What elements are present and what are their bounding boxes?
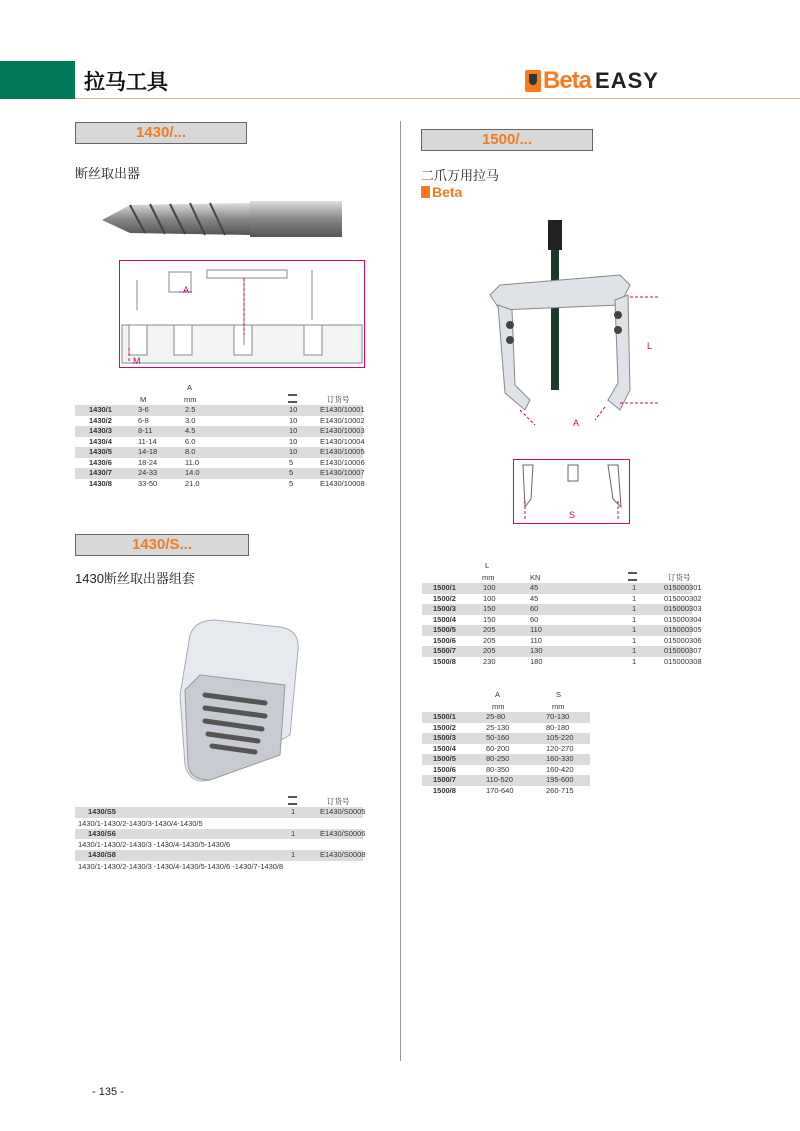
cell-kn: 110 xyxy=(530,635,542,645)
cell-a: 8.0 xyxy=(185,447,196,456)
cell-code: 1500/7 xyxy=(433,775,456,784)
col-order: 订货号 xyxy=(668,573,691,582)
table-row xyxy=(422,744,590,755)
cell-order: E1430/S0008 xyxy=(320,850,366,859)
cell-code: 1500/7 xyxy=(433,646,456,655)
table-row xyxy=(422,635,702,647)
table-row xyxy=(75,479,363,490)
cell-qty: 5 xyxy=(289,478,294,488)
cell-m: 18-24 xyxy=(138,457,158,467)
cell-s: 260-715 xyxy=(546,785,574,795)
cell-s: 120-270 xyxy=(546,743,574,753)
table-1500-specs xyxy=(422,561,702,667)
cell-kn: 60 xyxy=(530,614,539,624)
table-row xyxy=(422,754,590,765)
col-a-unit: mm xyxy=(492,702,505,711)
product-name-1430-set: 1430断丝取出器组套 xyxy=(75,571,195,586)
table-row xyxy=(75,850,366,861)
cell-order: E1430/10006 xyxy=(320,457,365,467)
cell-qty: 1 xyxy=(632,656,637,666)
cell-order: E1430/10007 xyxy=(320,468,365,477)
cell-l: 205 xyxy=(483,625,496,634)
cell-order: E1430/10002 xyxy=(320,415,365,425)
set-contents: 1430/1-1430/2-1430/3-1430/4-1430/5 xyxy=(78,818,203,828)
table-row xyxy=(75,437,363,448)
cell-order: E1430/S0006 xyxy=(320,828,366,838)
cell-a: 25-130 xyxy=(486,722,510,732)
cell-qty: 1 xyxy=(632,646,637,655)
table-row xyxy=(422,625,702,636)
product-code-1500: 1500/... xyxy=(421,129,593,151)
cell-m: 33-50 xyxy=(138,478,158,488)
cell-code: 1500/3 xyxy=(433,733,456,742)
cell-code: 1430/8 xyxy=(89,478,112,488)
cell-qty: 1 xyxy=(291,807,296,816)
extractor-set-case-image xyxy=(170,615,315,790)
cell-order: E1430/10004 xyxy=(320,436,365,446)
table-row xyxy=(75,458,363,469)
cell-s: 70-130 xyxy=(546,712,570,721)
cell-order: 015000308 xyxy=(664,656,702,666)
cell-kn: 60 xyxy=(530,604,539,613)
cell-qty: 5 xyxy=(289,457,294,467)
table-row xyxy=(75,807,366,818)
cell-a: 21.0 xyxy=(185,478,200,488)
cell-code: 1430/2 xyxy=(89,415,112,425)
cell-a: 25-80 xyxy=(486,712,506,721)
cell-code: 1500/2 xyxy=(433,593,456,603)
cell-order: E1430/S0005 xyxy=(320,807,366,816)
product-code-1430-set: 1430/S... xyxy=(75,534,249,556)
cell-code: 1500/1 xyxy=(433,583,456,592)
cell-kn: 110 xyxy=(530,625,542,634)
cell-s: 160-420 xyxy=(546,764,574,774)
cell-kn: 45 xyxy=(530,583,539,592)
cell-m: 11-14 xyxy=(138,436,157,446)
col-m: M xyxy=(140,395,147,404)
table-row xyxy=(422,765,590,776)
cell-qty: 10 xyxy=(289,426,298,435)
cell-code: 1500/4 xyxy=(433,743,456,753)
diagram-label-a: A xyxy=(183,285,190,295)
cell-order: 015000302 xyxy=(664,593,702,603)
table-row xyxy=(422,593,702,605)
cell-a: 80-250 xyxy=(486,754,510,763)
cell-code: 1500/8 xyxy=(433,785,456,795)
section-color-bar xyxy=(0,61,75,99)
cell-a: 14.0 xyxy=(185,468,200,477)
cell-code: 1430/5 xyxy=(89,447,112,456)
cell-order: E1430/10003 xyxy=(320,426,365,435)
table-row xyxy=(422,786,590,797)
col-a-top: A xyxy=(187,383,193,392)
cell-l: 205 xyxy=(483,646,496,655)
table-row xyxy=(422,733,590,744)
screw-extractor-image xyxy=(100,195,350,245)
cell-s: 80-180 xyxy=(546,722,570,732)
cell-a: 80-350 xyxy=(486,764,510,774)
cell-m: 24-33 xyxy=(138,468,158,477)
cell-qty: 1 xyxy=(291,850,296,859)
diagram-label-m: M xyxy=(133,356,141,366)
cell-a: 60-200 xyxy=(486,743,510,753)
cell-order: 015000307 xyxy=(664,646,702,655)
table-row xyxy=(422,614,702,626)
set-contents: 1430/1-1430/2-1430/3 -1430/4-1430/5-1430/6 xyxy=(78,840,231,849)
cell-code: 1430/7 xyxy=(89,468,112,477)
cell-code: 1500/8 xyxy=(433,656,456,666)
cell-a: 4.5 xyxy=(185,426,196,435)
table-row xyxy=(75,426,363,437)
package-icon xyxy=(288,394,297,403)
cell-a: 6.0 xyxy=(185,436,196,446)
cell-code: 1430/S8 xyxy=(88,850,116,859)
cell-qty: 1 xyxy=(632,635,637,645)
col-l-unit: mm xyxy=(482,573,495,582)
cell-qty: 10 xyxy=(289,447,298,456)
cell-a: 170-640 xyxy=(486,785,514,795)
cell-qty: 10 xyxy=(289,415,298,425)
table-row xyxy=(422,712,590,723)
cell-code: 1430/1 xyxy=(89,405,112,414)
cell-code: 1500/1 xyxy=(433,712,456,721)
cell-qty: 10 xyxy=(289,405,298,414)
cell-a: 3.0 xyxy=(185,415,196,425)
product-code-1430: 1430/... xyxy=(75,122,247,144)
diagram-label-a: A xyxy=(573,418,580,428)
cell-l: 150 xyxy=(483,604,496,613)
usage-diagram-1430 xyxy=(119,260,365,368)
beta-brand-mark xyxy=(421,184,462,200)
table-row xyxy=(422,583,702,594)
cell-l: 205 xyxy=(483,635,496,645)
beta-logo-icon xyxy=(525,70,541,92)
cell-qty: 1 xyxy=(632,583,637,592)
cell-m: 3-6 xyxy=(138,405,149,414)
cell-s: 105-220 xyxy=(546,733,574,742)
diagram-label-s: S xyxy=(569,510,576,520)
cell-a: 50-160 xyxy=(486,733,510,742)
cell-kn: 45 xyxy=(530,593,539,603)
cell-order: 015000301 xyxy=(664,583,702,592)
cell-qty: 1 xyxy=(632,614,637,624)
cell-order: 015000304 xyxy=(664,614,702,624)
cell-l: 150 xyxy=(483,614,496,624)
package-icon xyxy=(628,572,637,581)
cell-order: E1430/10005 xyxy=(320,447,365,456)
cell-order: 015000306 xyxy=(664,635,702,645)
table-row xyxy=(422,604,702,615)
set-contents: 1430/1-1430/2-1430/3 -1430/4-1430/5-1430/6 -1430/7-1430/8 xyxy=(78,861,284,871)
cell-qty: 1 xyxy=(632,593,637,603)
beta-easy-logo xyxy=(525,67,659,95)
cell-m: 8-11 xyxy=(138,426,153,435)
jaw-span-diagram xyxy=(513,459,630,524)
page-title: 拉马工具 xyxy=(84,71,168,94)
cell-code: 1500/6 xyxy=(433,764,456,774)
cell-qty: 1 xyxy=(291,828,296,838)
col-a: A xyxy=(495,690,501,699)
product-name-1430: 断丝取出器 xyxy=(75,166,141,181)
cell-l: 230 xyxy=(483,656,496,666)
package-icon xyxy=(288,796,297,805)
cell-a: 11.0 xyxy=(185,457,200,467)
logo-brand: Beta xyxy=(543,67,592,94)
cell-code: 1430/4 xyxy=(89,436,112,446)
table-row xyxy=(75,828,366,840)
col-l-top: L xyxy=(485,561,490,570)
page-number: - 135 - xyxy=(92,1086,124,1098)
cell-qty: 1 xyxy=(632,625,637,634)
cell-code: 1430/S5 xyxy=(88,807,116,816)
cell-qty: 10 xyxy=(289,436,298,446)
table-row xyxy=(422,775,590,786)
col-order: 订货号 xyxy=(327,395,350,404)
brand-name: Beta xyxy=(432,184,463,200)
cell-code: 1500/5 xyxy=(433,625,456,634)
logo-sub: EASY xyxy=(595,68,659,93)
cell-code: 1500/3 xyxy=(433,604,456,613)
table-row xyxy=(75,468,363,479)
col-s-unit: mm xyxy=(552,702,565,711)
cell-code: 1430/S6 xyxy=(88,828,116,838)
table-row xyxy=(422,656,702,668)
cell-code: 1430/6 xyxy=(89,457,112,467)
table-1430 xyxy=(75,383,363,489)
cell-kn: 130 xyxy=(530,646,543,655)
diagram-label-l: L xyxy=(647,341,653,351)
cell-qty: 1 xyxy=(632,604,637,613)
cell-code: 1500/5 xyxy=(433,754,456,763)
beta-logo-icon xyxy=(421,186,430,198)
cell-l: 100 xyxy=(483,583,496,592)
cell-qty: 5 xyxy=(289,468,294,477)
cell-code: 1500/4 xyxy=(433,614,456,624)
cell-code: 1500/2 xyxy=(433,722,456,732)
table-1430-sets xyxy=(75,794,366,872)
table-1500-dimensions xyxy=(422,690,590,796)
col-order: 订货号 xyxy=(327,797,350,806)
table-row xyxy=(422,723,590,734)
cell-a: 110-520 xyxy=(486,775,513,784)
cell-order: 015000303 xyxy=(664,604,702,613)
cell-m: 14-18 xyxy=(138,447,158,456)
cell-s: 160-330 xyxy=(546,754,574,763)
cell-code: 1430/3 xyxy=(89,426,112,435)
table-row xyxy=(75,447,363,458)
col-s: S xyxy=(556,690,562,699)
table-row xyxy=(422,646,702,657)
col-a-unit: mm xyxy=(184,395,197,404)
cell-code: 1500/6 xyxy=(433,635,456,645)
product-name-1500: 二爪万用拉马 xyxy=(421,168,500,183)
table-row xyxy=(75,405,363,416)
cell-l: 100 xyxy=(483,593,496,603)
cell-s: 195-600 xyxy=(546,775,574,784)
cell-kn: 180 xyxy=(530,656,543,666)
table-row xyxy=(75,416,363,427)
cell-order: 015000305 xyxy=(664,625,702,634)
cell-order: E1430/10008 xyxy=(320,478,365,488)
header-rule xyxy=(75,98,800,99)
column-divider xyxy=(400,121,401,1061)
cell-a: 2.5 xyxy=(185,405,196,414)
col-kn: KN xyxy=(530,573,541,582)
cell-order: E1430/10001 xyxy=(320,405,365,414)
two-jaw-puller-image xyxy=(480,215,670,430)
cell-m: 6-8 xyxy=(138,415,149,425)
